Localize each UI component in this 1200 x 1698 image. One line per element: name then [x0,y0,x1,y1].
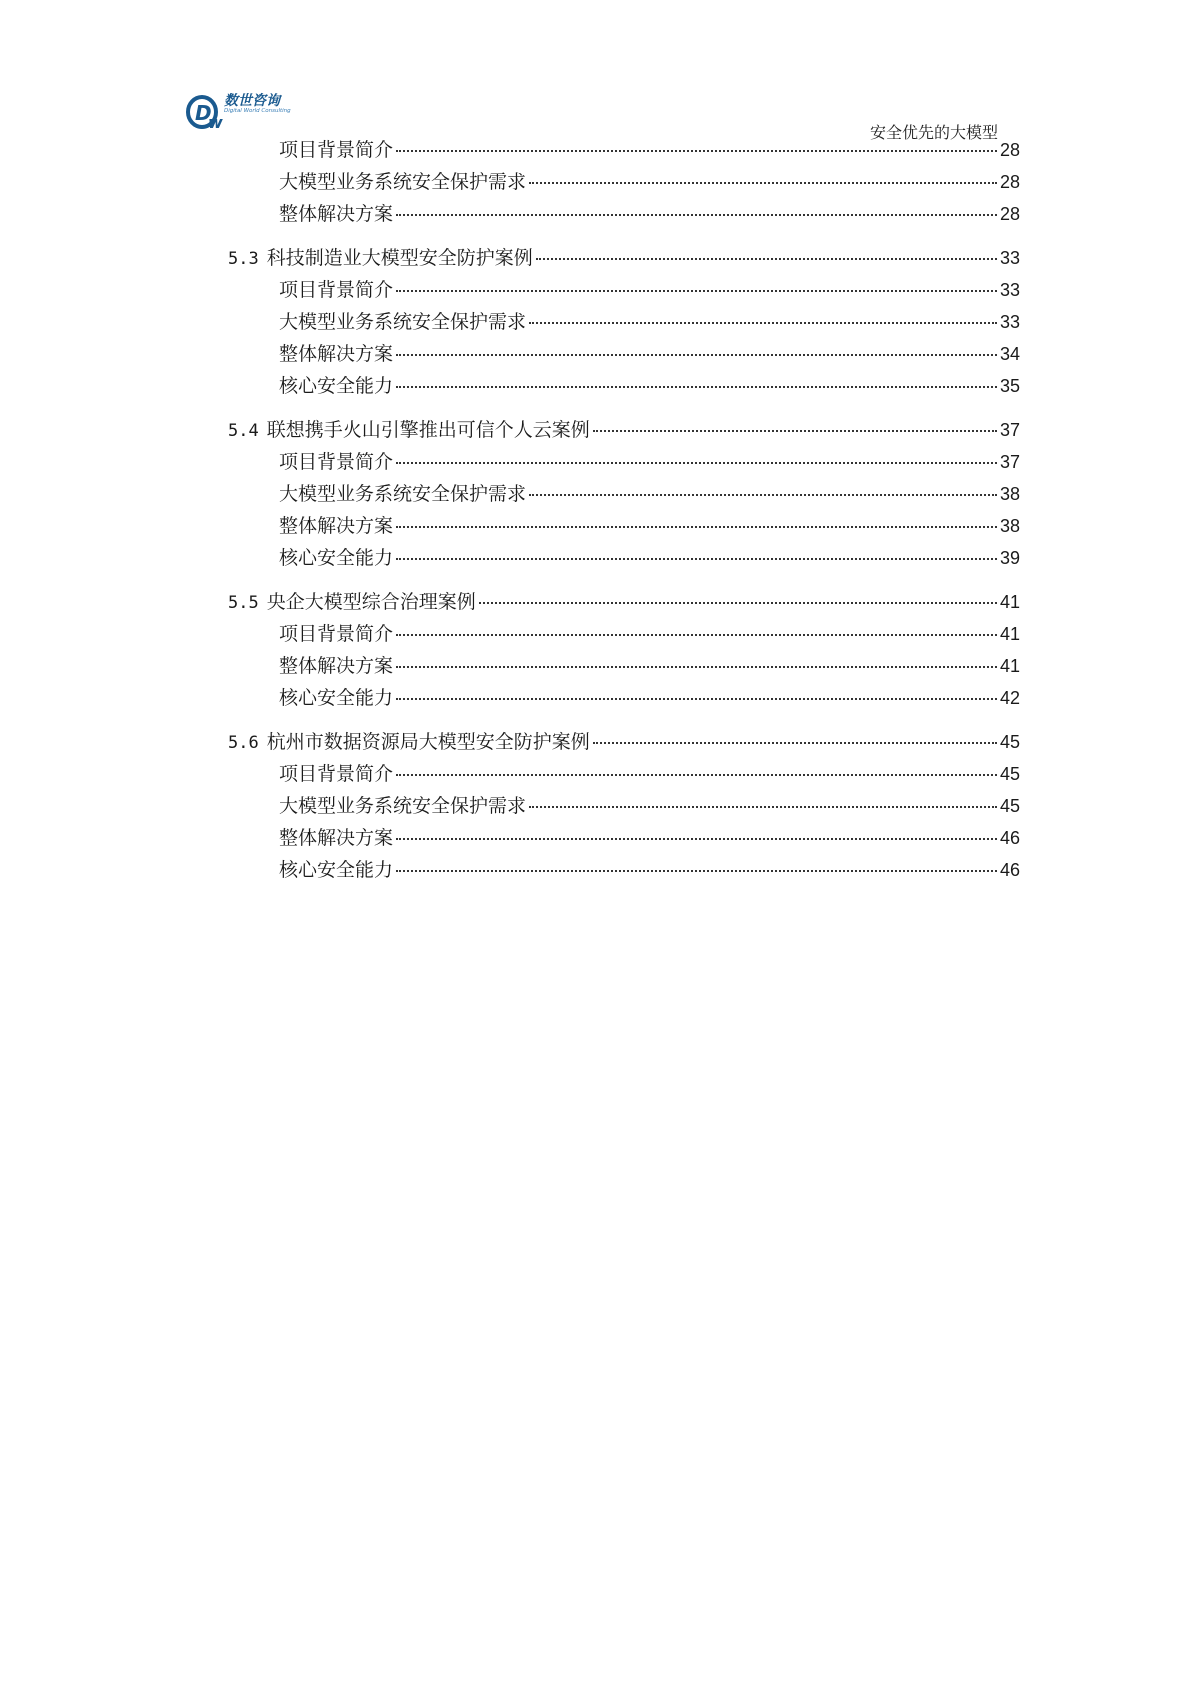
toc-page-number: 41 [999,656,1020,676]
svg-text:w: w [208,113,223,132]
toc-entry-text: 整体解决方案 [279,515,394,537]
toc-entry-text: 核心安全能力 [279,547,394,569]
toc-entry-text: 杭州市数据资源局大模型安全防护案例 [266,731,590,753]
document-header-title: 安全优先的大模型 [869,123,998,142]
toc-entry-label [279,138,393,162]
toc-page-number: 34 [999,344,1020,364]
toc-page-number: 37 [999,452,1020,472]
svg-text:D: D [195,101,212,125]
toc-section-entry[interactable] [228,590,1020,614]
toc-subsection-entry[interactable] [279,686,1020,710]
toc-entry-label [279,278,393,302]
toc-subsection-entry[interactable] [279,482,1020,506]
toc-section-number: 5.4 [228,421,259,441]
toc-entry-label [279,686,393,710]
toc-subsection-entry[interactable] [279,278,1020,302]
toc-entry-label [279,170,526,194]
toc-entry-label [279,202,393,226]
toc-page-number: 37 [999,420,1020,440]
toc-entry-text: 核心安全能力 [279,859,394,881]
toc-page-number: 38 [999,516,1020,536]
toc-entry-label [228,418,590,443]
toc-page-number: 33 [999,280,1020,300]
toc-dot-leader [593,742,997,744]
toc-subsection-entry[interactable] [279,310,1020,334]
toc-page-number: 39 [999,548,1020,568]
toc-subsection-entry[interactable] [279,858,1020,882]
company-logo [186,90,316,138]
toc-entry-label [228,590,476,615]
toc-dot-leader [396,462,997,464]
toc-dot-leader [536,258,997,260]
toc-subsection-entry[interactable] [279,138,1020,162]
toc-dot-leader [529,182,997,184]
toc-dot-leader [479,602,997,604]
toc-entry-text: 整体解决方案 [279,203,394,225]
toc-entry-text: 核心安全能力 [279,687,394,709]
toc-dot-leader [529,806,997,808]
toc-page-number: 35 [999,376,1020,396]
toc-entry-text: 联想携手火山引擎推出可信个人云案例 [266,419,590,441]
toc-dot-leader [396,558,997,560]
toc-page-number: 41 [999,592,1020,612]
toc-entry-label [228,246,533,271]
toc-dot-leader [396,150,997,152]
toc-dot-leader [396,774,997,776]
toc-entry-text: 项目背景简介 [279,623,394,645]
toc-subsection-entry[interactable] [279,826,1020,850]
toc-entry-text: 整体解决方案 [279,655,394,677]
toc-entry-text: 大模型业务系统安全保护需求 [279,171,527,193]
toc-entry-label [279,794,526,818]
toc-entry-label [279,826,393,850]
toc-page-number: 45 [999,764,1020,784]
toc-dot-leader [396,354,997,356]
toc-dot-leader [396,698,997,700]
toc-subsection-entry[interactable] [279,546,1020,570]
toc-dot-leader [593,430,997,432]
toc-entry-text: 科技制造业大模型安全防护案例 [266,247,533,269]
toc-entry-label [279,450,393,474]
toc-entry-label [279,762,393,786]
toc-section-entry[interactable] [228,730,1020,754]
toc-dot-leader [396,386,997,388]
logo-chinese-name: 数世咨询 [224,93,280,109]
toc-entry-label [279,342,393,366]
toc-entry-text: 项目背景简介 [279,279,394,301]
toc-page-number: 42 [999,688,1020,708]
toc-page-number: 46 [999,828,1020,848]
toc-entry-text: 央企大模型综合治理案例 [266,591,476,613]
toc-subsection-entry[interactable] [279,170,1020,194]
toc-entry-label [279,514,393,538]
toc-dot-leader [396,634,997,636]
toc-entry-label [279,622,393,646]
toc-entry-text: 项目背景简介 [279,451,394,473]
toc-entry-text: 项目背景简介 [279,763,394,785]
toc-page-number: 41 [999,624,1020,644]
toc-subsection-entry[interactable] [279,762,1020,786]
toc-subsection-entry[interactable] [279,342,1020,366]
toc-subsection-entry[interactable] [279,202,1020,226]
toc-dot-leader [529,494,997,496]
toc-entry-text: 项目背景简介 [279,139,394,161]
toc-subsection-entry[interactable] [279,514,1020,538]
toc-subsection-entry[interactable] [279,654,1020,678]
toc-subsection-entry[interactable] [279,622,1020,646]
toc-dot-leader [529,322,997,324]
toc-entry-label [279,546,393,570]
toc-entry-label [228,730,590,755]
toc-subsection-entry[interactable] [279,450,1020,474]
toc-entry-text: 大模型业务系统安全保护需求 [279,483,527,505]
toc-dot-leader [396,838,997,840]
toc-page-number: 45 [999,796,1020,816]
toc-entry-text: 整体解决方案 [279,827,394,849]
toc-page-number: 46 [999,860,1020,880]
toc-section-entry[interactable] [228,418,1020,442]
toc-dot-leader [396,870,997,872]
toc-subsection-entry[interactable] [279,374,1020,398]
toc-entry-text: 大模型业务系统安全保护需求 [279,795,527,817]
toc-section-entry[interactable] [228,246,1020,270]
toc-entry-label [279,310,526,334]
toc-page-number: 33 [999,248,1020,268]
toc-entry-label [279,858,393,882]
toc-entry-text: 核心安全能力 [279,375,394,397]
toc-dot-leader [396,290,997,292]
toc-dot-leader [396,666,997,668]
toc-subsection-entry[interactable] [279,794,1020,818]
toc-section-number: 5.5 [228,593,259,613]
toc-entry-label [279,374,393,398]
toc-dot-leader [396,526,997,528]
toc-page-number: 38 [999,484,1020,504]
toc-page-number: 28 [999,140,1020,160]
toc-entry-label [279,482,526,506]
toc-entry-text: 大模型业务系统安全保护需求 [279,311,527,333]
toc-page-number: 28 [999,204,1020,224]
toc-page-number: 28 [999,172,1020,192]
toc-page-number: 45 [999,732,1020,752]
logo-english-name: Digital World Consulting [224,108,291,114]
toc-section-number: 5.6 [228,733,259,753]
toc-entry-text: 整体解决方案 [279,343,394,365]
toc-section-number: 5.3 [228,249,259,269]
toc-dot-leader [396,214,997,216]
toc-page-number: 33 [999,312,1020,332]
toc-entry-label [279,654,393,678]
